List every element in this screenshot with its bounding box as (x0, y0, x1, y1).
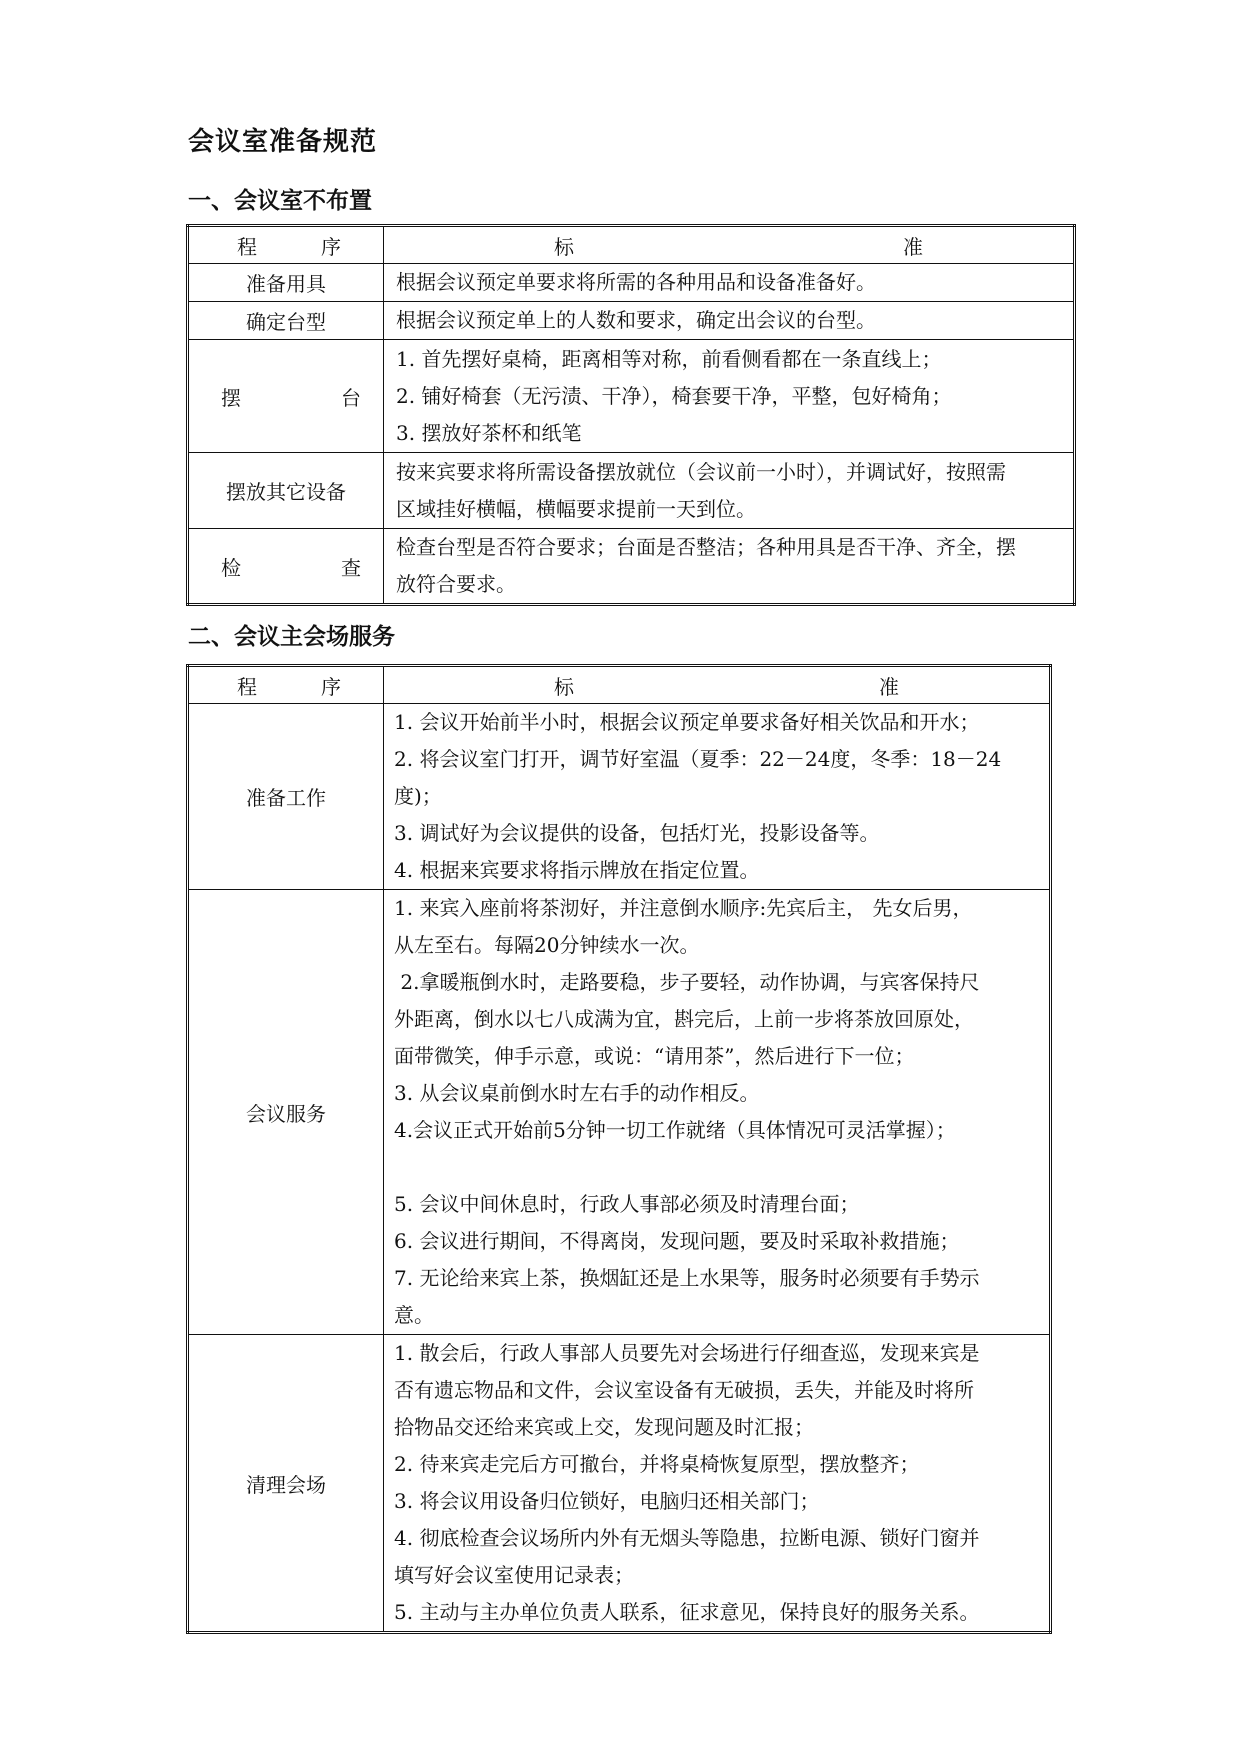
standard-line: 1. 会议开始前半小时，根据会议预定单要求备好相关饮品和开水； (394, 710, 980, 734)
header-procedure-char1: 程 (237, 674, 257, 699)
standard-line: 3. 将会议用设备归位锁好，电脑归还相关部门； (394, 1489, 820, 1513)
standard-line: 区域挂好横幅，横幅要求提前一天到位。 (396, 496, 756, 521)
procedure-cell: 会议服务 (188, 890, 384, 1335)
standard-line: 5. 主动与主办单位负责人联系，征求意见，保持良好的服务关系。 (394, 1600, 980, 1624)
standard-line: 2.拿暖瓶倒水时，走路要稳，步子要轻，动作协调，与宾客保持尺 (394, 970, 980, 994)
procedure-cell: 确定台型 (188, 302, 384, 340)
standard-line: 4. 根据来宾要求将指示牌放在指定位置。 (394, 858, 760, 882)
section2-heading: 二、会议主会场服务 (188, 623, 395, 650)
section1-heading: 一、会议室不布置 (188, 187, 372, 214)
standard-line: 按来宾要求将所需设备摆放就位（会议前一小时），并调试好，按照需 (396, 459, 1006, 484)
standard-line: 1. 首先摆好桌椅，距离相等对称，前看侧看都在一条直线上； (396, 346, 942, 371)
header-standard-char2: 准 (903, 234, 923, 259)
table-row (188, 1335, 1051, 1633)
standard-line: 2. 待来宾走完后方可撤台，并将桌椅恢复原型，摆放整齐； (394, 1452, 920, 1476)
standard-line: 2. 铺好椅套（无污渍、干净），椅套要干净，平整，包好椅角； (396, 383, 952, 408)
table-row (188, 529, 1075, 605)
standard-cell (384, 340, 1075, 453)
standard-line: 度)； (394, 784, 442, 808)
standard-line: 面带微笑，伸手示意，或说：“请用茶”，然后进行下一位； (394, 1044, 915, 1068)
standard-line: 1. 来宾入座前将茶沏好，并注意倒水顺序:先宾后主， 先女后男， (394, 896, 973, 920)
header-standard-char2: 准 (879, 674, 899, 699)
standard-cell (384, 704, 1051, 890)
section2-table (186, 664, 1052, 1634)
standard-line: 3. 调试好为会议提供的设备，包括灯光，投影设备等。 (394, 821, 880, 845)
table-row (188, 264, 1075, 302)
procedure-char1: 摆 (221, 385, 241, 410)
header-procedure-char2: 序 (321, 674, 341, 699)
header-standard (384, 666, 1051, 704)
standard-line: 4.会议正式开始前5分钟一切工作就绪（具体情况可灵活掌握）； (394, 1118, 956, 1142)
standard-line: 6. 会议进行期间，不得离岗，发现问题，要及时采取补救措施； (394, 1229, 960, 1253)
standard-line: 4. 彻底检查会议场所内外有无烟头等隐患，拉断电源、锁好门窗并 (394, 1526, 980, 1550)
section1-table (186, 224, 1076, 606)
table-header-row (188, 666, 1051, 704)
standard-cell (384, 890, 1051, 1335)
standard-line: 检查台型是否符合要求；台面是否整洁；各种用具是否干净、齐全，摆 (396, 535, 1016, 559)
procedure-cell: 摆放其它设备 (188, 453, 384, 529)
header-procedure-char1: 程 (237, 234, 257, 259)
table-row (188, 453, 1075, 529)
standard-cell (384, 453, 1075, 529)
header-procedure (188, 666, 384, 704)
standard-line: 3. 从会议桌前倒水时左右手的动作相反。 (394, 1081, 760, 1105)
standard-line: 拾物品交还给来宾或上交，发现问题及时汇报； (394, 1415, 814, 1439)
procedure-char2: 查 (341, 555, 361, 580)
standard-cell (384, 1335, 1051, 1633)
table-row (188, 302, 1075, 340)
standard-line: 根据会议预定单上的人数和要求，确定出会议的台型。 (396, 308, 876, 332)
standard-line: 2. 将会议室门打开，调节好室温（夏季：22－24度，冬季：18－24 (394, 747, 1002, 771)
table-header-row (188, 226, 1075, 264)
standard-line: 1. 散会后，行政人事部人员要先对会场进行仔细查巡，发现来宾是 (394, 1341, 980, 1365)
procedure-cell (188, 340, 384, 453)
standard-line: 根据会议预定单要求将所需的各种用品和设备准备好。 (396, 270, 876, 294)
header-standard-char1: 标 (554, 234, 574, 259)
header-procedure-char2: 序 (321, 234, 341, 259)
table-row (188, 704, 1051, 890)
header-standard-char1: 标 (554, 674, 574, 699)
standard-line: 外距离，倒水以七八成满为宜，斟完后，上前一步将茶放回原处， (394, 1007, 974, 1031)
procedure-cell (188, 529, 384, 605)
table-row (188, 890, 1051, 1335)
header-procedure (188, 226, 384, 264)
standard-line: 意。 (394, 1303, 434, 1327)
procedure-cell: 清理会场 (188, 1335, 384, 1633)
standard-line: 否有遗忘物品和文件，会议室设备有无破损，丢失，并能及时将所 (394, 1378, 974, 1402)
procedure-char1: 检 (221, 555, 241, 580)
standard-line: 7. 无论给来宾上茶，换烟缸还是上水果等，服务时必须要有手势示 (394, 1266, 980, 1290)
procedure-char2: 台 (341, 385, 361, 410)
procedure-cell: 准备用具 (188, 264, 384, 302)
table-row (188, 340, 1075, 453)
document-title: 会议室准备规范 (188, 127, 378, 157)
standard-line: 3. 摆放好茶杯和纸笔 (396, 420, 582, 445)
standard-cell (384, 302, 1075, 340)
procedure-cell: 准备工作 (188, 704, 384, 890)
blank-line (394, 1149, 1039, 1186)
header-standard (384, 226, 1075, 264)
standard-line: 从左至右。每隔20分钟续水一次。 (394, 933, 700, 957)
standard-line: 放符合要求。 (396, 572, 516, 596)
standard-cell (384, 529, 1075, 605)
standard-line: 填写好会议室使用记录表； (394, 1563, 634, 1587)
standard-cell (384, 264, 1075, 302)
standard-line: 5. 会议中间休息时，行政人事部必须及时清理台面； (394, 1192, 860, 1216)
